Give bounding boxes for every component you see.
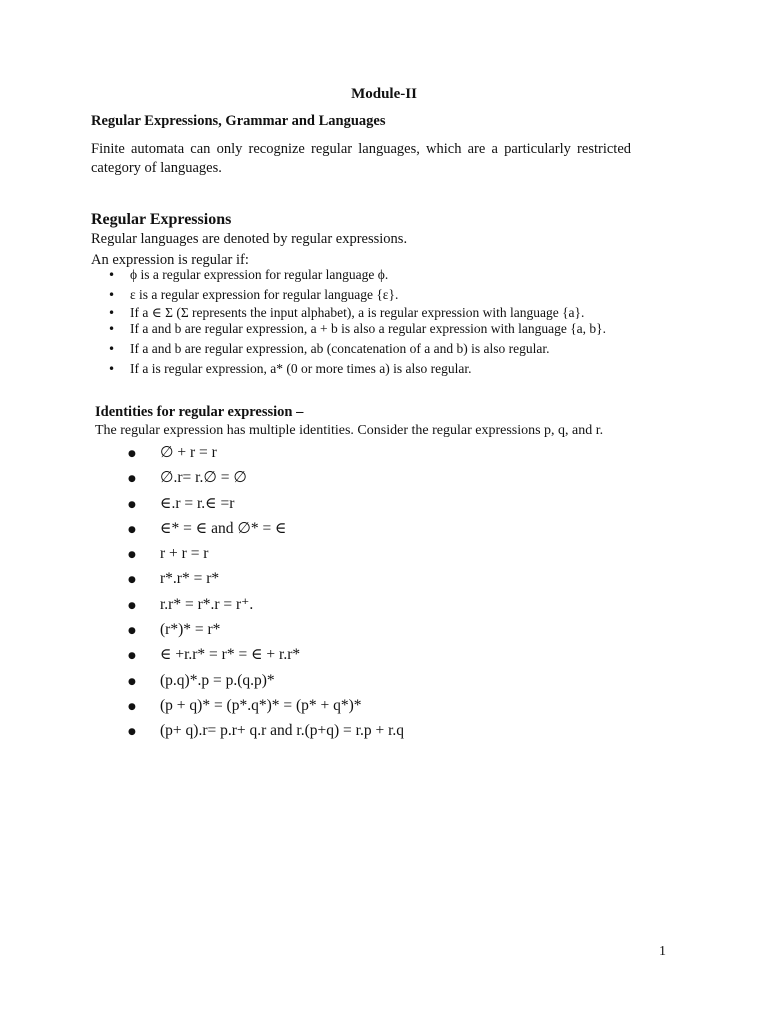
- module-title: Module-II: [351, 86, 417, 102]
- page-number: 1: [659, 944, 666, 959]
- list-item: ● (p+ q).r= p.r+ q.r and r.(p+q) = r.p + r.q: [128, 721, 404, 746]
- list-item: • If a and b are regular expression, a + b is also a regular expression with language {a, b}.: [91, 322, 666, 336]
- list-item: ● r*.r* = r*: [128, 569, 404, 594]
- identities-description: The regular expression has multiple identities. Consider the regular expressions p, q, and r.: [95, 423, 604, 438]
- list-item: • ϕ is a regular expression for regular language ϕ.: [91, 268, 666, 282]
- list-item: • If a ∈ Σ (Σ represents the input alphabet), a is regular expression with language {a}.: [91, 306, 666, 320]
- list-item: ● (p.q)*.p = p.(q.p)*: [128, 671, 404, 696]
- list-item: ● ∅ + r = r: [128, 443, 404, 468]
- regular-expressions-heading: Regular Expressions: [91, 211, 232, 228]
- list-item: ● ∅.r= r.∅ = ∅: [128, 468, 404, 493]
- identities-heading: Identities for regular expression –: [95, 404, 304, 420]
- list-item: • If a is regular expression, a* (0 or more times a) is also regular.: [91, 362, 666, 376]
- list-item: ● r.r* = r*.r = r⁺.: [128, 595, 404, 620]
- intro-paragraph: Finite automata can only recognize regular languages, which are a particularly restricted category of languages.: [91, 141, 631, 176]
- list-item: ● r + r = r: [128, 544, 404, 569]
- list-item: ● ∈* = ∈ and ∅* = ∈: [128, 519, 404, 544]
- list-item: ● ∈ +r.r* = r* = ∈ + r.r*: [128, 645, 404, 670]
- list-item: ● (r*)* = r*: [128, 620, 404, 645]
- list-item: ● (p + q)* = (p*.q*)* = (p* + q*)*: [128, 696, 404, 721]
- regular-expressions-description: Regular languages are denoted by regular expressions.: [91, 231, 408, 247]
- list-item: ● ∈.r = r.∈ =r: [128, 494, 404, 519]
- identities-list: [128, 443, 404, 747]
- regular-expression-rules-list: [91, 268, 666, 376]
- section-subtitle: Regular Expressions, Grammar and Languages: [91, 113, 386, 129]
- list-item: • If a and b are regular expression, ab (concatenation of a and b) is also regular.: [91, 342, 666, 356]
- regular-expressions-lead: An expression is regular if:: [91, 252, 249, 268]
- list-item: • ε is a regular expression for regular language {ε}.: [91, 288, 666, 302]
